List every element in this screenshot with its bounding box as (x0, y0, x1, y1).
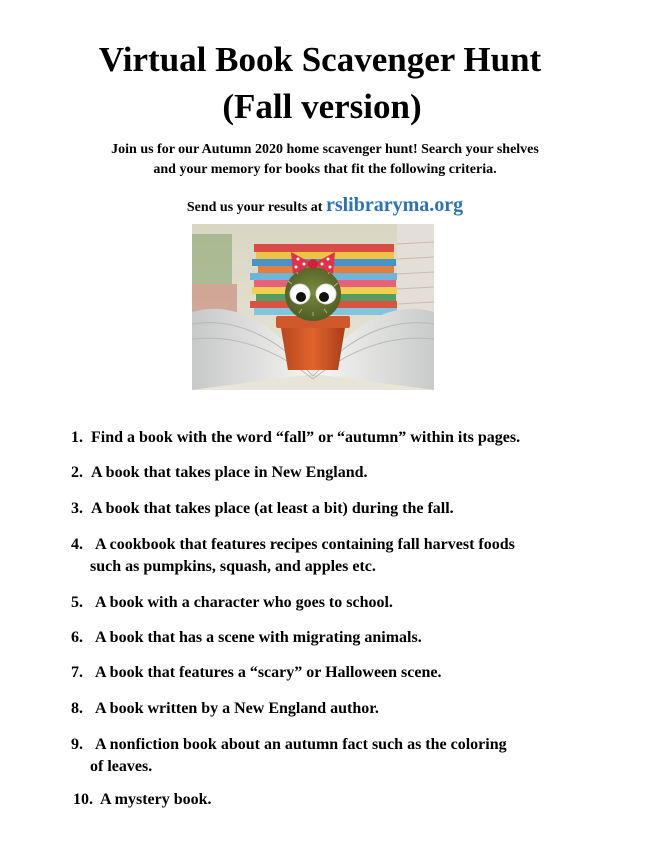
list-item-text-continued: such as pumpkins, squash, and apples etc. (90, 558, 376, 575)
intro-line-1: Join us for our Autumn 2020 home scavenger hunt! Search your shelves (111, 142, 539, 157)
list-item-number: 10. (73, 791, 93, 808)
send-results-line (0, 194, 650, 219)
list-item-text-continued: of leaves. (90, 758, 153, 775)
list-item-text: A book that has a scene with migrating animals. (95, 629, 422, 646)
cactus-book-photo (192, 224, 434, 390)
list-item-text: A book that takes place in New England. (91, 464, 368, 481)
list-item-number: 5. (71, 594, 83, 611)
list-item-number: 3. (71, 500, 83, 517)
list-item-text: A book that takes place (at least a bit) during the fall. (91, 500, 454, 517)
list-item-number: 6. (71, 629, 83, 646)
list-item-number: 2. (71, 464, 83, 481)
send-results-prefix: Send us your results at (186, 200, 323, 215)
list-item-number: 7. (71, 664, 83, 681)
list-item-text: A book with a character who goes to school. (95, 594, 393, 611)
list-item-number: 8. (71, 700, 83, 717)
page-title-line-2: (Fall version) (222, 87, 422, 126)
list-item-text: A nonfiction book about an autumn fact such as the coloring (95, 736, 507, 753)
list-item-text: A book written by a New England author. (95, 700, 379, 717)
list-item-number: 9. (71, 736, 83, 753)
list-item-text: A cookbook that features recipes containing fall harvest foods (95, 536, 515, 553)
intro-paragraph (20, 140, 630, 180)
list-item-number: 1. (71, 429, 83, 446)
list-item-text: A book that features a “scary” or Halloween scene. (95, 664, 442, 681)
page-title-line-1: Virtual Book Scavenger Hunt (98, 40, 542, 79)
library-website-link[interactable]: rslibraryma.org (325, 194, 464, 216)
list-item-number: 4. (71, 536, 83, 553)
list-item-text: A mystery book. (100, 791, 212, 808)
intro-line-2: and your memory for books that fit the following criteria. (153, 162, 497, 177)
list-item-text: Find a book with the word “fall” or “autumn” within its pages. (91, 429, 521, 446)
